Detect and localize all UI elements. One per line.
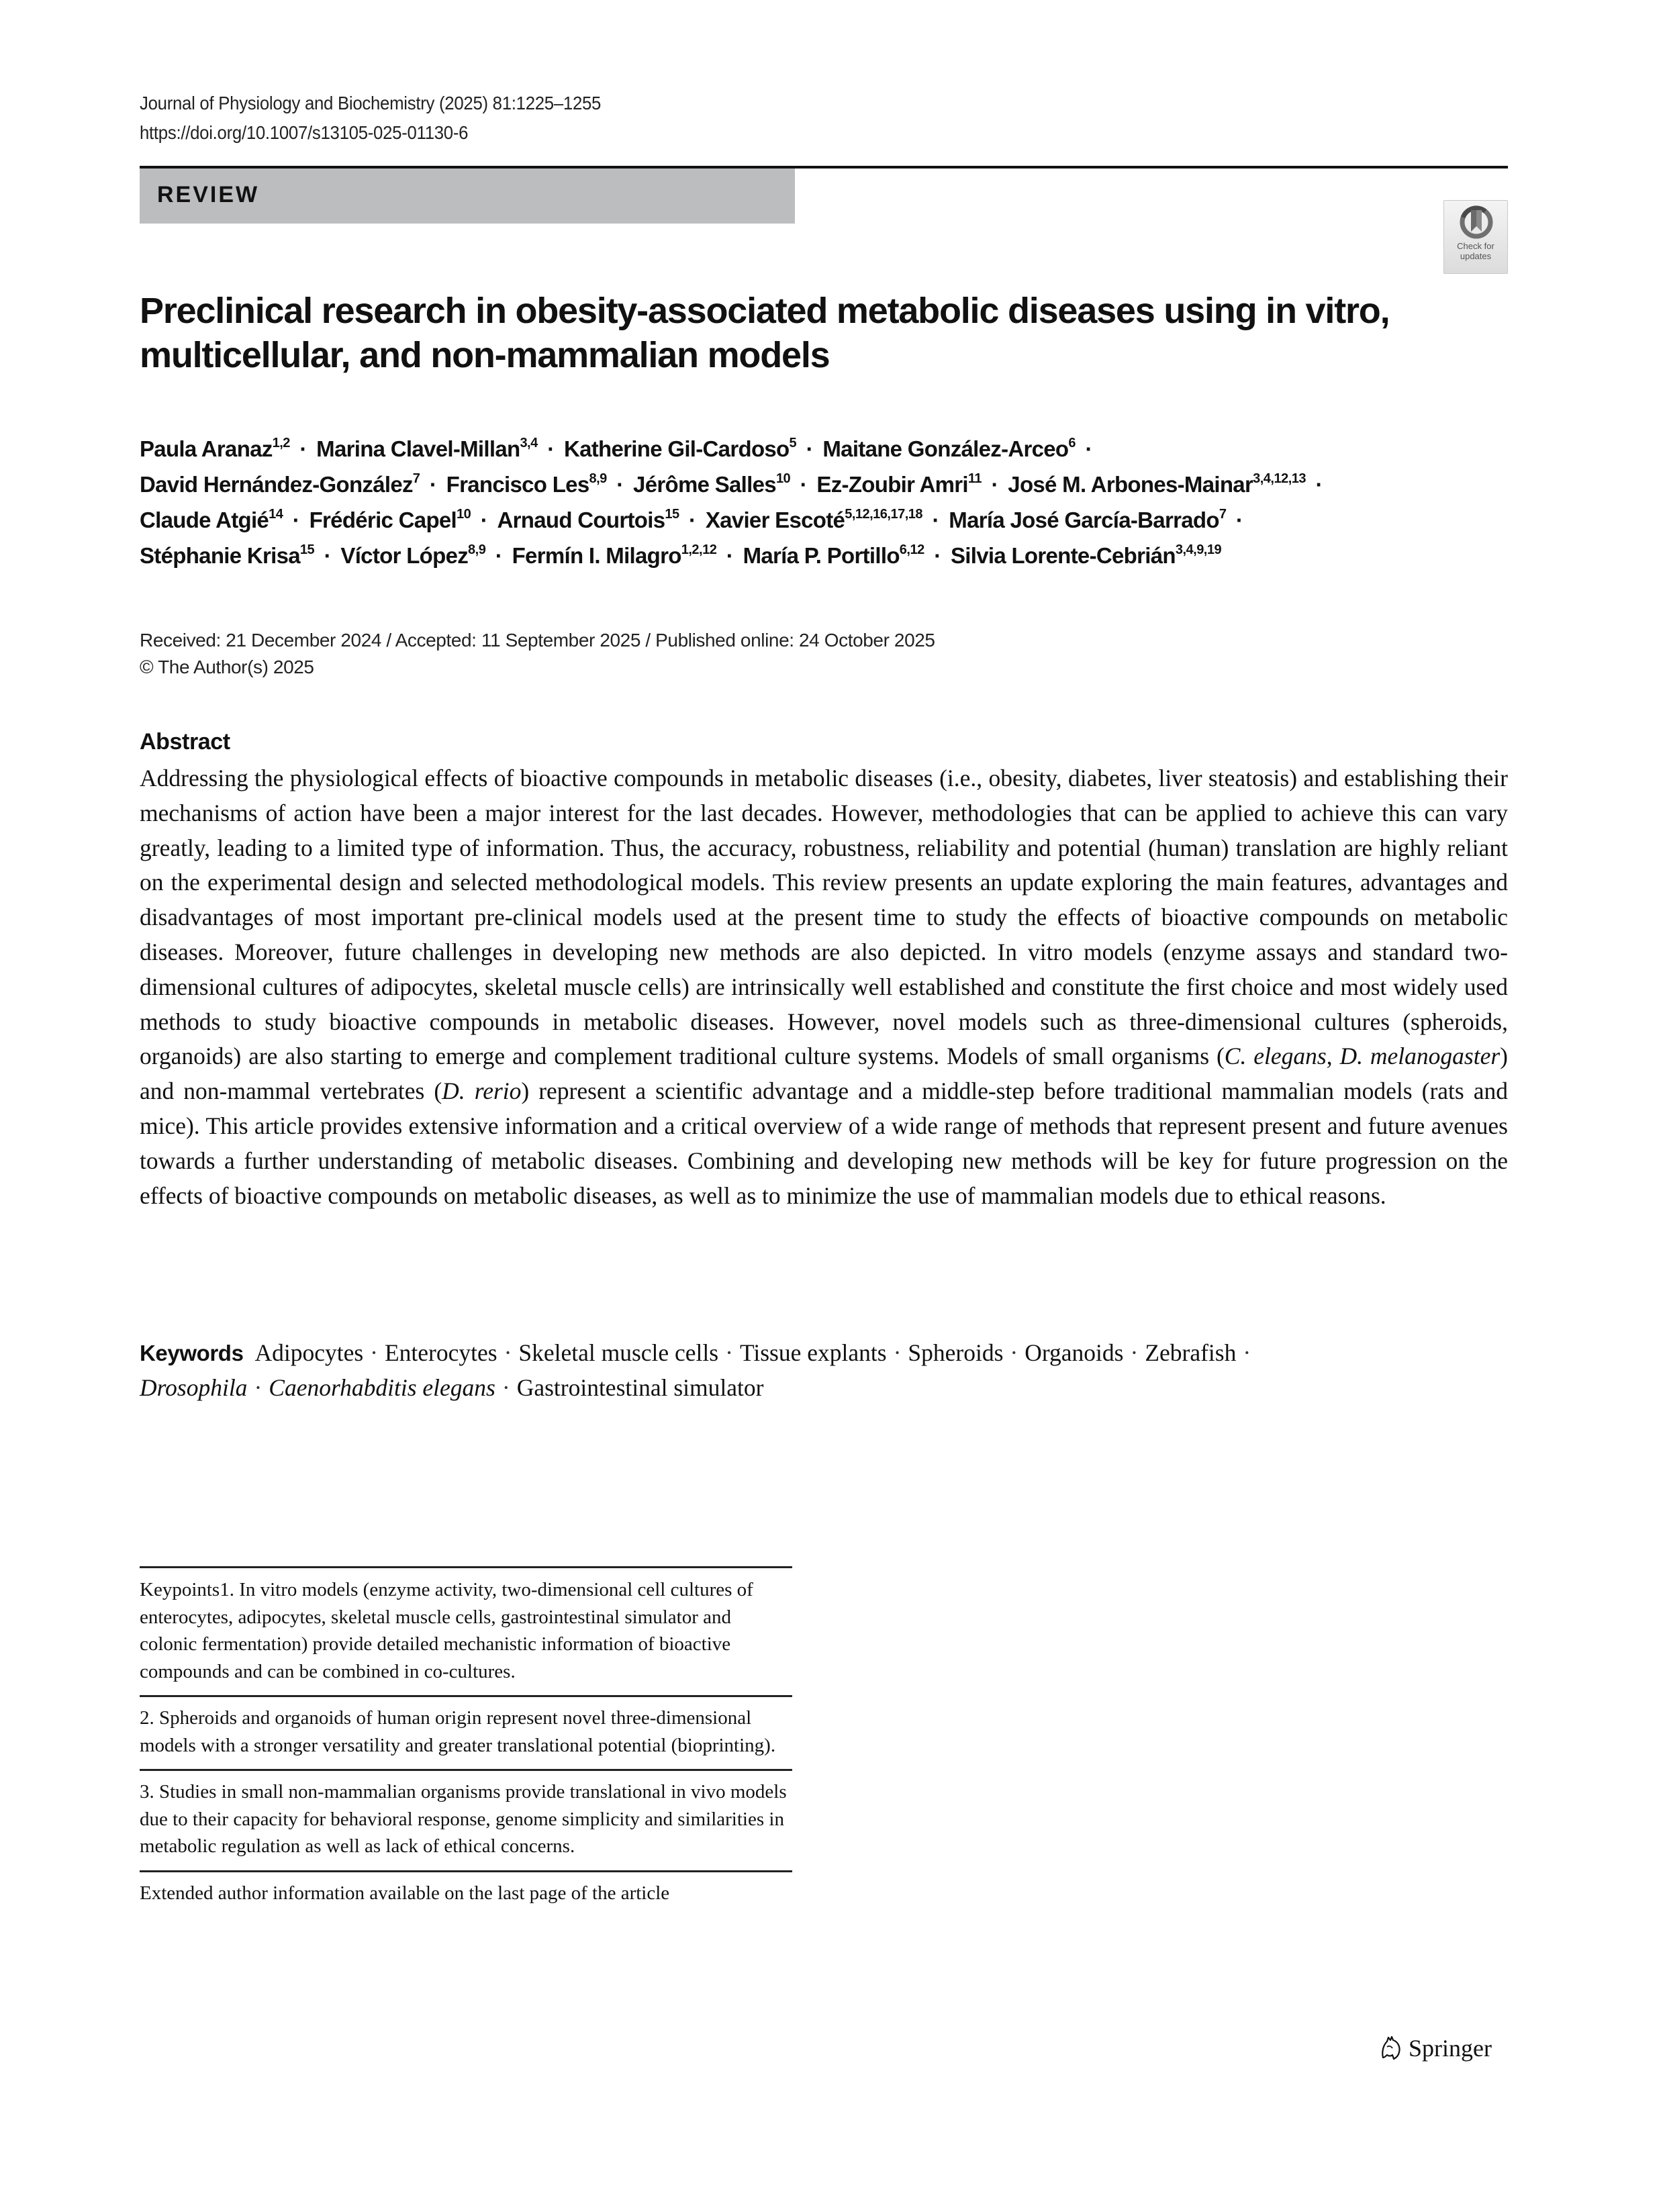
keyword: Skeletal muscle cells (518, 1339, 719, 1366)
author-separator: · (986, 472, 1004, 497)
abstract-body (140, 761, 1508, 1213)
keyword: Adipocytes (254, 1339, 364, 1366)
author-separator: · (541, 436, 560, 461)
affiliation-marker[interactable]: 14 (269, 507, 283, 522)
keyword: Gastrointestinal simulator (516, 1374, 764, 1401)
affiliation-marker[interactable]: 7 (412, 471, 420, 486)
author-name[interactable]: María José García-Barrado (949, 508, 1219, 532)
keypoint-3: 3. Studies in small non-mammalian organisms provide translational in vivo models due to their capacity for behavioral response, genome simplicity and similarities in metabolic regulation as well as lack of ethical concerns. (140, 1781, 787, 1857)
author-name[interactable]: Maitane González-Arceo (822, 436, 1069, 461)
abstract-text: ) and non-mammal vertebrates ( (140, 1043, 1508, 1105)
author-separator: · (1310, 472, 1323, 497)
author-separator: · (475, 508, 493, 532)
journal-citation: Journal of Physiology and Biochemistry (2025) 81:1225–1255 (140, 93, 602, 113)
author-separator: · (1230, 508, 1243, 532)
author-separator: · (683, 508, 702, 532)
affiliation-marker[interactable]: 8,9 (468, 542, 486, 557)
affiliation-marker[interactable]: 6 (1068, 436, 1076, 450)
affiliation-marker[interactable]: 3,4,12,13 (1253, 471, 1306, 486)
keypoint-1: Keypoints1. In vitro models (enzyme activity, two-dimensional cell cultures of enterocytes, adipocytes, skeletal muscle cells, gastrointestinal simulator and colonic fermentation) provide detailed mechanistic information of bioactive compounds and can be combined in co-cultures. (140, 1579, 753, 1682)
author-separator: · (489, 543, 508, 568)
author-name[interactable]: Stéphanie Krisa (140, 543, 300, 568)
abstract-heading: Abstract (140, 729, 230, 755)
keyword-separator: · (725, 1339, 733, 1366)
author-separator: · (800, 436, 819, 461)
keyword: Drosophila (140, 1374, 248, 1401)
affiliation-marker[interactable]: 3,4,9,19 (1175, 542, 1222, 557)
copyright: © The Author(s) 2025 (140, 657, 314, 677)
author-separator: · (424, 472, 442, 497)
affiliation-marker[interactable]: 5 (789, 436, 797, 450)
affiliation-marker[interactable]: 3,4 (520, 436, 538, 450)
date-history: Received: 21 December 2024 / Accepted: 11 September 2025 / Published online: 24 October 2025 (140, 630, 935, 651)
author-list (140, 431, 1509, 573)
author-separator: · (1080, 436, 1092, 461)
keyword-separator: · (504, 1339, 512, 1366)
author-separator: · (287, 508, 305, 532)
author-name[interactable]: Frédéric Capel (309, 508, 457, 532)
keyword-separator: · (370, 1339, 378, 1366)
keywords (140, 1336, 1508, 1406)
author-name[interactable]: Paula Aranaz (140, 436, 273, 461)
keyword-separator: · (1010, 1339, 1018, 1366)
publisher-name: Springer (1409, 2035, 1492, 2062)
affiliation-marker[interactable]: 15 (665, 507, 679, 522)
keyword-separator: · (254, 1374, 263, 1401)
author-name[interactable]: Víctor López (340, 543, 469, 568)
springer-horse-icon (1378, 2035, 1403, 2062)
species-name: D. rerio (442, 1077, 522, 1105)
author-separator: · (318, 543, 337, 568)
publisher-logo (1378, 2034, 1492, 2062)
author-name[interactable]: María P. Portillo (743, 543, 900, 568)
author-name[interactable]: Xavier Escoté (705, 508, 845, 532)
author-name[interactable]: Katherine Gil-Cardoso (563, 436, 790, 461)
author-separator: · (794, 472, 813, 497)
keyword: Tissue explants (739, 1339, 887, 1366)
species-name: C. elegans (1224, 1043, 1327, 1070)
author-name[interactable]: Claude Atgié (140, 508, 269, 532)
keywords-label: Keywords (140, 1341, 244, 1365)
affiliation-marker[interactable]: 7 (1219, 507, 1227, 522)
author-name[interactable]: Marina Clavel-Millan (316, 436, 520, 461)
affiliation-marker[interactable]: 10 (457, 507, 471, 522)
keyword-separator: · (502, 1374, 510, 1401)
affiliation-marker[interactable]: 8,9 (589, 471, 607, 486)
keypoint-2: 2. Spheroids and organoids of human origin represent novel three-dimensional models with a stronger versatility and greater translational potential (bioprinting). (140, 1707, 776, 1756)
keyword-separator: · (893, 1339, 902, 1366)
keypoints-box (140, 1566, 792, 1917)
affiliation-marker[interactable]: 1,2 (272, 436, 290, 450)
check-for-updates-badge[interactable] (1443, 200, 1508, 274)
keyword-separator: · (1130, 1339, 1139, 1366)
keyword: Enterocytes (384, 1339, 497, 1366)
author-name[interactable]: Francisco Les (446, 472, 589, 497)
author-separator: · (926, 508, 945, 532)
author-separator: · (610, 472, 630, 497)
keyword: Caenorhabditis elegans (269, 1374, 495, 1401)
author-info-footnote: Extended author information available on the last page of the article (140, 1882, 670, 1904)
article-title: Preclinical research in obesity-associated metabolic diseases using in vitro, multicellular, and non-mammalian models (140, 291, 1390, 375)
author-name[interactable]: Ez-Zoubir Amri (816, 472, 968, 497)
doi-link[interactable]: https://doi.org/10.1007/s13105-025-01130-6 (140, 122, 469, 143)
keyword: Organoids (1025, 1339, 1124, 1366)
publication-dates (140, 627, 935, 681)
author-name[interactable]: Silvia Lorente-Cebrián (950, 543, 1176, 568)
keyword-separator: · (1243, 1339, 1251, 1366)
check-for-updates-text (1444, 241, 1507, 261)
article-type-label: REVIEW (157, 182, 260, 207)
check-line-1: Check for (1457, 241, 1494, 251)
author-separator: · (720, 543, 739, 568)
abstract-text: ) represent a scientific advantage and a middle-step before traditional mammalian models (rats and mice). This article provides extensive information and a critical overview of a wide range of methods that represent present and future avenues towards a further understanding of metabolic diseases. Combining and developing new methods will be key for future progression on the effects of bioactive compounds on metabolic diseases, as well as to minimize the use of mammalian models due to ethical reasons. (140, 1077, 1508, 1209)
bookmark-ring-icon (1459, 205, 1494, 240)
author-name[interactable]: Arnaud Courtois (497, 508, 665, 532)
check-line-2: updates (1460, 251, 1492, 261)
affiliation-marker[interactable]: 10 (775, 471, 791, 486)
author-name[interactable]: José M. Arbones-Mainar (1008, 472, 1253, 497)
affiliation-marker[interactable]: 11 (967, 471, 982, 486)
article-type-band (140, 169, 795, 224)
abstract-text: , (1326, 1043, 1340, 1070)
author-separator: · (928, 543, 947, 568)
keyword: Zebrafish (1145, 1339, 1237, 1366)
affiliation-marker[interactable]: 1,2,12 (681, 542, 717, 557)
keyword: Spheroids (908, 1339, 1004, 1366)
species-name: D. melanogaster (1339, 1043, 1501, 1070)
author-name[interactable]: Fermín I. Milagro (512, 543, 681, 568)
affiliation-marker[interactable]: 5,12,16,17,18 (845, 507, 923, 522)
affiliation-marker[interactable]: 6,12 (899, 542, 924, 557)
author-name[interactable]: Jérôme Salles (633, 472, 776, 497)
abstract-text: Addressing the physiological effects of bioactive compounds in metabolic diseases (i.e., obesity, diabetes, liver steatosis) and establishing their mechanisms of action have been a major interest for the last decades. However, methodologies that can be applied to achieve this can vary greatly, leading to a limited type of information. Thus, the accuracy, robustness, reliability and potential (human) translation are highly reliant on the experimental design and selected methodological models. This review presents an update exploring the main features, advantages and disadvantages of most important pre-clinical models used at the present time to study the effects of bioactive compounds on metabolic diseases. Moreover, future challenges in developing new methods are also depicted. In vitro models (enzyme assays and standard twodimensional cultures of adipocytes, skeletal muscle cells) are intrinsically well established and constitute the first choice and most widely used methods to study bioactive compounds in metabolic diseases. However, novel models such as three-dimensional cultures (spheroids, organoids) are also starting to emerge and complement traditional culture systems. Models of small organisms ( (140, 765, 1508, 1070)
author-separator: · (293, 436, 313, 461)
affiliation-marker[interactable]: 15 (299, 542, 315, 557)
author-name[interactable]: David Hernández-González (140, 472, 413, 497)
